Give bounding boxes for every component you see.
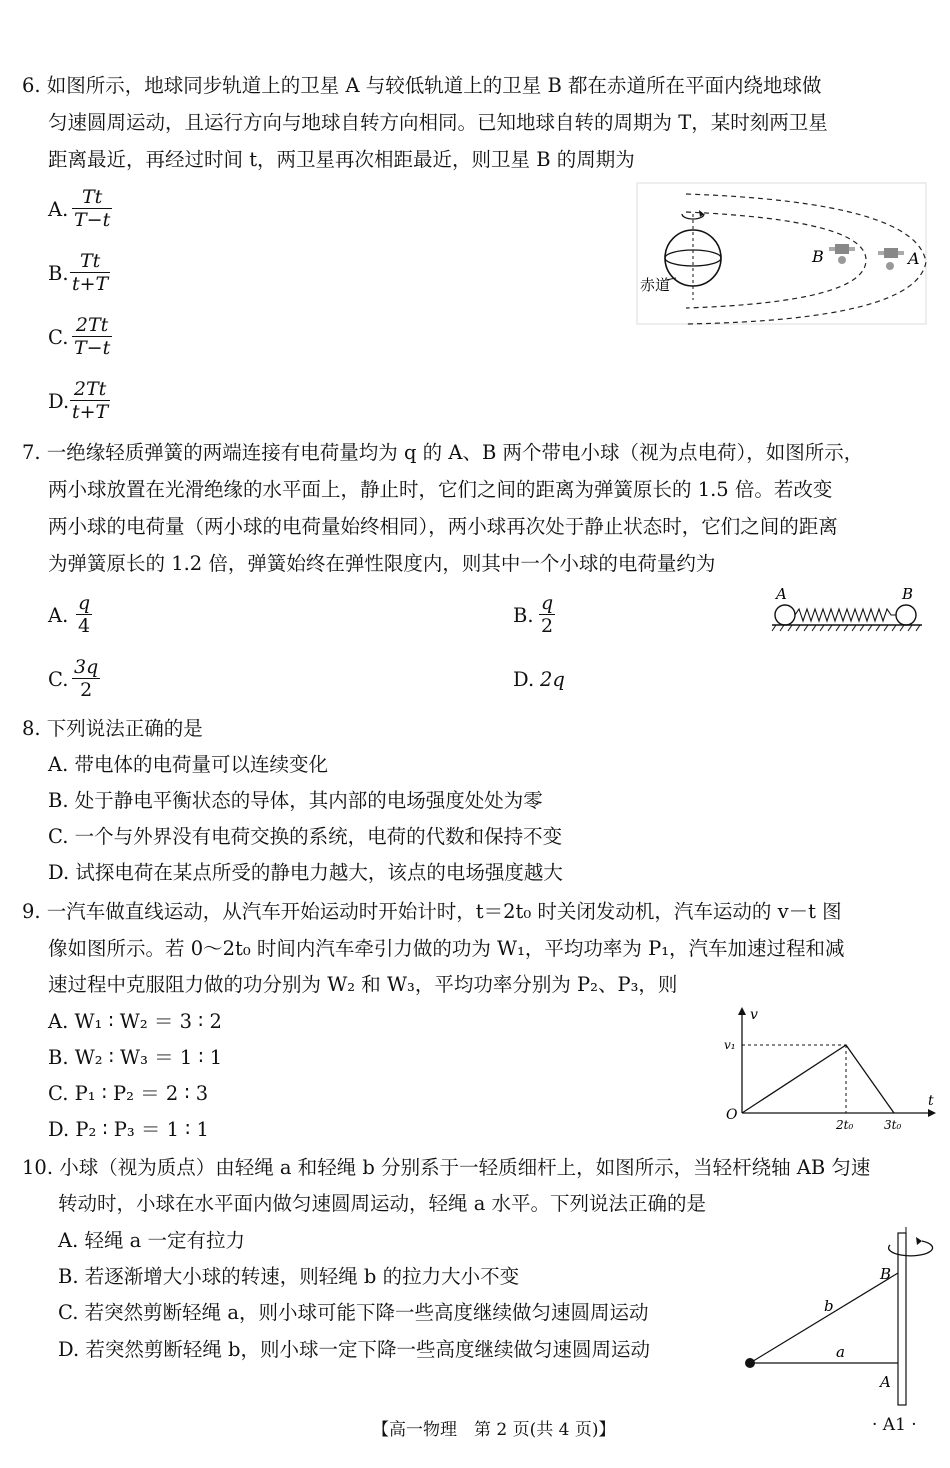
- q6-option-a-den: T−t: [74, 209, 111, 231]
- q10-option-a: A. 轻绳 a 一定有拉力: [58, 1229, 246, 1252]
- q8-option-b: B. 处于静电平衡状态的导体，其内部的电场强度处处为零: [48, 789, 543, 812]
- q10-line-2: 转动时，小球在水平面内做匀速圆周运动，轻绳 a 水平。下列说法正确的是: [58, 1192, 707, 1215]
- q6-orbit-figure: [636, 182, 928, 327]
- ball-b-label: B: [902, 585, 914, 603]
- v-axis-label: v: [750, 1007, 758, 1023]
- q10-option-b: B. 若逐渐增大小球的转速，则轻绳 b 的拉力大小不变: [58, 1265, 520, 1288]
- q7-option-d-text: 2q: [540, 668, 565, 691]
- q7-option-b-fraction: [539, 592, 555, 637]
- q7-option-c-den: 2: [72, 678, 100, 701]
- q8-option-d: D. 试探电荷在某点所受的静电力越大，该点的电场强度越大: [48, 861, 563, 884]
- q7-option-c-num: 3q: [74, 656, 99, 678]
- q6-option-b-num: Tt: [79, 250, 101, 272]
- q7-option-c-label: C.: [48, 668, 69, 691]
- q6-option-c-den: T−t: [74, 337, 111, 359]
- ball-a-label: A: [776, 585, 787, 603]
- point-a-label: A: [880, 1373, 891, 1391]
- q6-option-b-label: B.: [48, 262, 69, 285]
- q6-option-d-fraction: [70, 378, 110, 423]
- point-b-label: B: [880, 1265, 892, 1283]
- q7-option-a-num: q: [78, 592, 91, 614]
- ball: [745, 1358, 755, 1368]
- q7-spring-figure: [770, 585, 925, 635]
- ball-b: [896, 605, 916, 625]
- q6-option-b-den: t+T: [72, 273, 109, 295]
- q9-line-2: 像如图所示。若 0～2t₀ 时间内汽车牵引力做的功为 W₁，平均功率为 P₁，汽车加速过程和减: [48, 937, 845, 960]
- t-axis-label: t: [928, 1093, 934, 1109]
- page-footer: 【高一物理 第 2 页(共 4 页)】: [372, 1420, 616, 1440]
- q6-line-2: 匀速圆周运动，且运行方向与地球自转方向相同。已知地球自转的周期为 T，某时刻两卫星: [48, 111, 828, 134]
- q6-option-d-label: D.: [48, 390, 70, 413]
- q7-option-b-den: 2: [539, 614, 555, 637]
- q9-option-d: D. P₂ ∶ P₃ ＝ 1 ∶ 1: [48, 1118, 209, 1141]
- page-code: · A1 ·: [872, 1415, 917, 1435]
- q6-option-c-fraction: [72, 314, 112, 359]
- q6-option-a-fraction: [72, 186, 112, 231]
- ball-a: [775, 605, 795, 625]
- q10-line-1: 10. 小球（视为质点）由轻绳 a 和轻绳 b 分别系于一轻质细杆上，如图所示，当轻杆绕轴 AB 匀速: [22, 1156, 871, 1179]
- q8-option-a: A. 带电体的电荷量可以连续变化: [48, 753, 328, 776]
- q7-option-c-fraction: [72, 656, 100, 701]
- q7-option-b-num: q: [541, 592, 554, 614]
- q6-option-b-fraction: [70, 250, 110, 295]
- q6-option-d-den: t+T: [72, 401, 109, 423]
- q7-line-4: 为弹簧原长的 1.2 倍，弹簧始终在弹性限度内，则其中一个小球的电荷量约为: [48, 552, 716, 575]
- velocity-line: [742, 1045, 894, 1113]
- q7-option-a-den: 4: [76, 614, 92, 637]
- q7-option-a-fraction: [76, 592, 92, 637]
- q6-line-1: 6. 如图所示，地球同步轨道上的卫星 A 与较低轨道上的卫星 B 都在赤道所在平面内绕地球做: [22, 74, 822, 97]
- q6-option-a-label: A.: [48, 198, 69, 221]
- q6-option-c-label: C.: [48, 326, 69, 349]
- spring: [795, 609, 896, 621]
- satellite-b-icon: [829, 244, 855, 264]
- q6-option-d-num: 2Tt: [73, 378, 107, 400]
- q9-option-b: B. W₂ ∶ W₃ ＝ 1 ∶ 1: [48, 1046, 223, 1069]
- light-rod: [898, 1233, 906, 1405]
- q7-option-a-label: A.: [48, 604, 69, 627]
- q7-line-3: 两小球的电荷量（两小球的电荷量始终相同），两小球再次处于静止状态时，它们之间的距离: [48, 515, 838, 538]
- rope-b-label: b: [824, 1297, 834, 1315]
- q9-option-a: A. W₁ ∶ W₂ ＝ 3 ∶ 2: [48, 1010, 222, 1033]
- q9-option-c: C. P₁ ∶ P₂ ＝ 2 ∶ 3: [48, 1082, 209, 1105]
- equator-label: 赤道: [640, 276, 671, 294]
- q6-option-c-num: 2Tt: [75, 314, 109, 336]
- q8-option-c: C. 一个与外界没有电荷交换的系统，电荷的代数和保持不变: [48, 825, 563, 848]
- q10-rod-figure: [738, 1225, 938, 1410]
- q9-vt-graph: [722, 1005, 940, 1135]
- satellite-b-label: B: [812, 247, 824, 266]
- q7-option-b-label: B.: [513, 604, 534, 627]
- rotation-arrow-icon: [889, 1241, 933, 1256]
- satellite-a-icon: [878, 248, 904, 270]
- q6-option-a-num: Tt: [81, 186, 103, 208]
- v1-label: v₁: [724, 1038, 736, 1052]
- q10-option-c: C. 若突然剪断轻绳 a，则小球可能下降一些高度继续做匀速圆周运动: [58, 1301, 649, 1324]
- origin-label: O: [726, 1107, 738, 1123]
- t2-label: 2t₀: [836, 1118, 854, 1132]
- q7-line-2: 两小球放置在光滑绝缘的水平面上，静止时，它们之间的距离为弹簧原长的 1.5 倍。若改变: [48, 478, 833, 501]
- rope-a-label: a: [836, 1343, 845, 1361]
- q8-line-1: 8. 下列说法正确的是: [22, 717, 203, 740]
- q6-line-3: 距离最近，再经过时间 t，两卫星再次相距最近，则卫星 B 的周期为: [48, 148, 635, 171]
- satellite-a-label: A: [908, 249, 920, 268]
- q10-option-d: D. 若突然剪断轻绳 b，则小球一定下降一些高度继续做匀速圆周运动: [58, 1338, 651, 1361]
- q7-line-1: 7. 一绝缘轻质弹簧的两端连接有电荷量均为 q 的 A、B 两个带电小球（视为点电荷），如图所示，: [22, 441, 864, 464]
- q9-line-3: 速过程中克服阻力做的功分别为 W₂ 和 W₃，平均功率分别为 P₂、P₃，则: [48, 973, 678, 996]
- t3-label: 3t₀: [884, 1118, 902, 1132]
- q9-line-1: 9. 一汽车做直线运动，从汽车开始运动时开始计时，t＝2t₀ 时关闭发动机，汽车运动的 v－t 图: [22, 900, 842, 923]
- q7-option-d-label: D.: [513, 668, 535, 691]
